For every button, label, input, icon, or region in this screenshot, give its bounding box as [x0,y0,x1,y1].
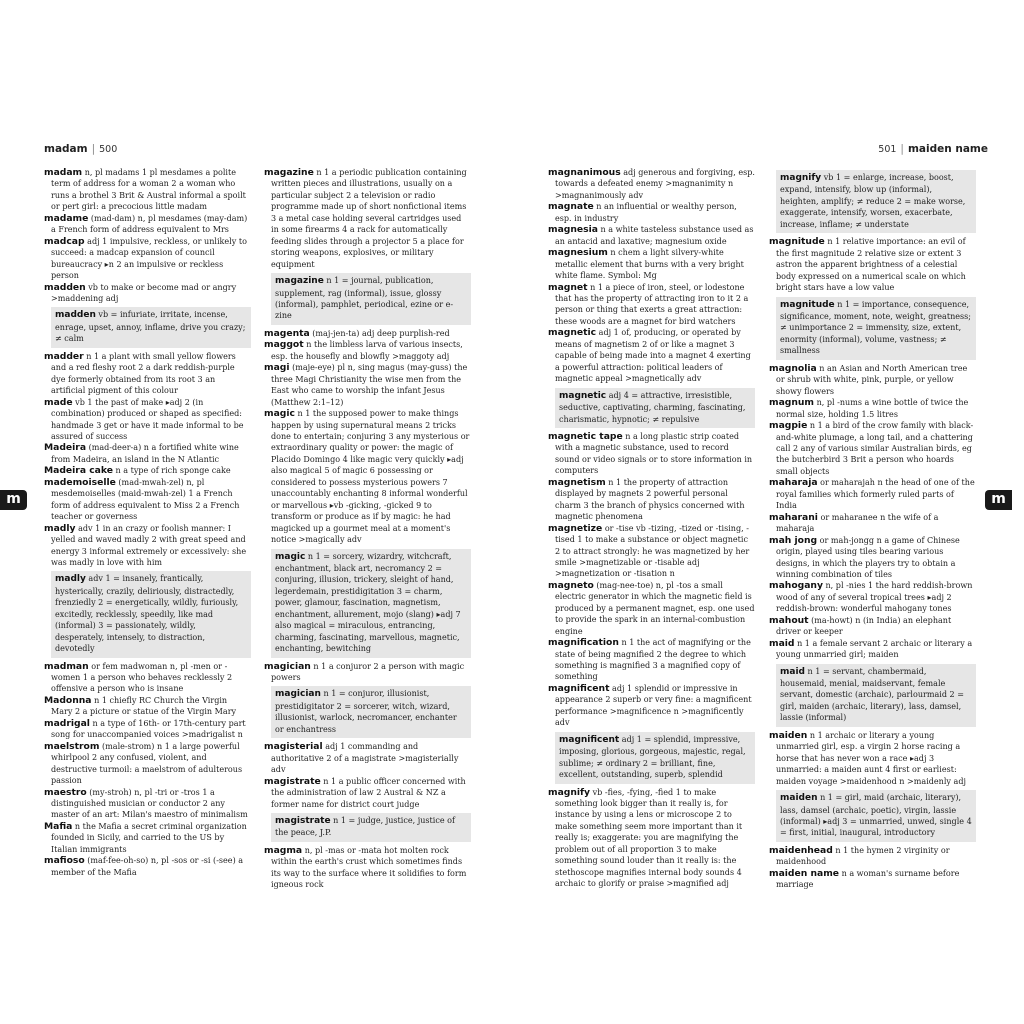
definition: adj 1 impulsive, reckless, or unlikely to succeed: a madcap expansion of council bureaucracy ▸n 2 an impulsive or reckless person [51,236,247,281]
headword: mademoiselle [44,476,116,488]
dictionary-entry [44,282,251,305]
left-column-2 [264,167,471,891]
headword: magnanimous [548,167,621,178]
definition: n a white tasteless substance used as an antacid and laxative; magnesium oxide [555,225,754,246]
definition: (mad-dam) n, pl mesdames (may-dam) a French form of address equivalent to Mrs [51,213,248,235]
dictionary-entry [769,535,976,581]
headword: magnificent [548,682,610,694]
headword: madcap [44,235,85,247]
definition: n 1 a plant with small yellow flowers and a red fleshy root 2 a dark reddish-purple dye formerly obtained from its root 3 an artificial pigment of this colour [51,351,236,396]
definition: or mah-jongg n a game of Chinese origin, played using tiles bearing various designs, in which the players try to obtain a winning combination of tiles [776,535,960,579]
headword: madden [55,310,96,321]
definition: n an Asian and North American tree or shrub with white, pink, purple, or yellow showy flowers [776,363,968,396]
dictionary-entry [769,730,976,787]
headword: magnate [548,201,594,213]
thesaurus-box [776,170,976,233]
definition: n chem a light silvery-white metallic element that burns with a very bright white flame. Symbol: Mg [555,248,744,281]
definition: adj 1 splendid or impressive in appearance 2 superb or very fine: a magnificent performance >magnificence n >magnificently adv [555,683,752,728]
dictionary-entry [548,247,755,281]
headword: magnetize [548,522,603,534]
dictionary-entry [264,167,471,270]
headword: magnet [548,281,588,293]
definition: (ma-howt) n (in India) an elephant driver or keeper [776,615,952,637]
headword: maestro [44,786,87,798]
definition: adj 1 of, producing, or operated by means of magnetism 2 of or like a magnet 3 capable of being made into a magnet 4 exerting a powerful attraction: political leaders of magnetic appeal >magnetically adv [555,328,751,384]
dictionary-entry [264,661,471,684]
dictionary-entry [769,638,976,661]
dictionary-entry [769,397,976,420]
dictionary-entry [548,431,755,477]
dictionary-entry [548,477,755,523]
definition: (my-stroh) n, pl -tri or -tros 1 a distinguished musician or conductor 2 any master of an art: Milan's maestro of minimalism [51,787,248,820]
right-column-1 [548,167,755,890]
thesaurus-box [555,388,755,428]
dictionary-entry [548,683,755,729]
definition: n 1 = girl, maid (archaic, literary), lass, damsel (archaic, poetic), virgin, lassie (informal) ▸adj 3 = unmarried, unwed, single 4 = first, initial, inaugural, introductory [780,793,972,838]
thumb-index-tab-left: m [0,490,27,510]
definition: n 1 = servant, chambermaid, housemaid, menial, maidservant, female servant, domestic (archaic), parlourmaid 2 = girl, maiden (archaic, literary), lass, damsel, lassie (informal) [780,666,964,723]
definition: adj 1 = splendid, impressive, imposing, glorious, gorgeous, majestic, regal, sublime; ≠ ordinary 2 = brilliant, fine, excellent, outstanding, superb, splendid [559,734,746,780]
definition: vb -fies, -fying, -fied 1 to make something look bigger than it really is, for instance by using a lens or microscope 2 to make something seem more important than it really is; exaggerate: you are magnifying the problem out of all proportion 3 to make something sound louder than it really is: the stethoscope magnifies internal body sounds 4 archaic to glorify or praise >magnified adj [555,787,743,889]
right-column-2 [769,167,976,891]
dictionary-entry [44,523,251,569]
dictionary-entry [44,236,251,282]
dictionary-entry [264,328,471,339]
headword: magistrate [275,816,331,827]
headword: magazine [275,276,324,287]
headword: maharaja [769,477,818,489]
dictionary-entry [44,695,251,718]
dictionary-entry [44,442,251,465]
dictionary-entry [769,477,976,511]
headword: magneto [548,579,594,591]
definition: n 1 the supposed power to make things happen by using supernatural means 2 tricks done to entertain; conjuring 3 any mysterious or extraordinary quality or power: the magic of Placido Domingo 4 like magic very quickly ▸adj also magical 5 of magic 6 possessing or considered to possess mysterious powers 7 unaccountably enchanting 8 informal wonderful or marvellous ▸vb -gicking, -gicked 9 to transform or produce as if by magic: he had magicked up a gourmet meal at a moment's notice >magically adv [271,409,470,545]
dictionary-entry [769,580,976,614]
dictionary-entry [548,167,755,201]
dictionary-entry [264,408,471,545]
headword: Madeira cake [44,465,113,477]
dictionary-entry [44,661,251,695]
headword: madly [44,522,76,534]
running-head-word: madam [44,143,88,155]
left-column-1 [44,167,251,878]
headword: magazine [264,167,314,178]
headword: magician [275,689,321,700]
definition: n 1 a female servant 2 archaic or literary a young unmarried girl; maiden [776,638,973,660]
running-head-right: 501 | maiden name [878,143,988,155]
definition: (mag-nee-toe) n, pl -tos a small electric generator in which the magnetic field is produced by a permanent magnet, esp. one used to provide the spark in an internal-combustion engine [555,580,755,636]
headword: maiden [769,729,808,741]
dictionary-entry [44,718,251,741]
definition: n 1 a public officer concerned with the administration of law 2 Austral & NZ a former name for district court judge [271,776,466,809]
dictionary-entry [264,741,471,775]
headword: madame [44,212,89,224]
dictionary-entry [264,362,471,408]
headword: madrigal [44,717,90,729]
definition: adv 1 = insanely, frantically, hysterically, crazily, deliriously, distractedly, frenziedly 2 = energetically, wildly, furiously, excitedly, recklessly, speedily, like mad (informal) 3 = passionately, wildly, desperately, intensely, to distraction, devotedly [55,574,239,654]
definition: (maje-eye) pl n, sing magus (may-guss) the three Magi Christianity the wise men from the East who came to worship the infant Jesus (Matthew 2:1–12) [271,363,468,407]
definition: (male-strom) n 1 a large powerful whirlpool 2 any confused, violent, and destructive turmoil: a maelstrom of adulterous passion [51,741,243,786]
headword: madly [55,574,86,585]
definition: adj 4 = attractive, irresistible, seductive, captivating, charming, fascinating, charismatic, hypnotic; ≠ repulsive [559,390,746,424]
definition: n 1 a periodic publication containing written pieces and illustrations, usually on a particular subject 2 a television or radio programme made up of short nonfictional items 3 a metal case holding several cartridges used in some firearms 4 a rack for automatically feeding slides through a projector 5 a place for storing weapons, explosives, or military equipment [271,168,467,269]
headword: maid [769,637,795,649]
dictionary-entry [548,787,755,890]
dictionary-entry [548,523,755,580]
thesaurus-box [271,273,471,325]
thesaurus-box [271,549,471,658]
headword: maelstrom [44,740,100,752]
dictionary-entry [44,821,251,855]
definition: n 1 = conjuror, illusionist, prestidigitator 2 = sorcerer, witch, wizard, illusionist, warlock, necromancer, enchanter or enchantress [275,689,457,734]
dictionary-entry [264,339,471,362]
definition: n 1 the property of attraction displayed by magnets 2 powerful personal charm 3 the branch of physics concerned with magnetic phenomena [555,477,745,522]
definition: vb 1 the past of make ▸adj 2 (in combination) produced or shaped as specified: handmade 3 get or have it made informal to be assured of success [51,397,244,441]
dictionary-entry [769,420,976,477]
dictionary-entry [548,327,755,384]
headword: magnitude [769,236,825,248]
definition: vb = infuriate, irritate, incense, enrage, upset, annoy, inflame, drive you crazy; ≠ calm [55,310,246,344]
thumb-index-tab-right: m [985,490,1012,510]
headword: magnification [548,637,619,649]
definition: n, pl -nums a wine bottle of twice the normal size, holding 1.5 litres [776,398,969,419]
definition: adj 1 commanding and authoritative 2 of a magistrate >magisterially adv [271,742,459,775]
page-number: 501 [878,144,897,155]
dictionary-entry [44,213,251,236]
headword: magnum [769,397,815,409]
definition: (mad-mwah-zel) n, pl mesdemoiselles (maid-mwah-zel) 1 a French form of address equivalent to Miss 2 a French teacher or governess [51,477,240,522]
thesaurus-box [555,732,755,784]
definition: (maf-fee-oh-so) n, pl -sos or -si (-see) a member of the Mafia [51,856,244,877]
dictionary-entry [769,615,976,638]
definition: adv 1 in an crazy or foolish manner: I yelled and waved madly 2 with great speed and energy 3 informal extremely or excessively: she was madly in love with him [51,523,247,567]
headword: Madonna [44,694,92,706]
headword: magic [275,551,306,562]
headword: magnetic tape [548,430,623,442]
headword: magnolia [769,362,817,374]
headword: magenta [264,327,310,339]
headword: maidenhead [769,844,833,856]
headword: magisterial [264,741,323,753]
definition: n the limbless larva of various insects, esp. the housefly and blowfly >maggoty adj [271,340,463,361]
thesaurus-box [51,571,251,657]
dictionary-entry [44,855,251,878]
definition: or fem madwoman n, pl -men or -women 1 a person who behaves recklessly 2 offensive a person who is insane [51,661,233,694]
definition: n 1 = judge, justice, justice of the peace, J.P. [275,816,455,838]
dictionary-entry [548,282,755,328]
headword: magnetic [548,327,597,339]
thesaurus-box [51,307,251,347]
headword: maiden name [769,867,840,879]
dictionary-entry [44,787,251,821]
dictionary-entry [548,637,755,683]
definition: n 1 chiefly RC Church the Virgin Mary 2 a picture or statue of the Virgin Mary [51,695,237,717]
headword: magnesium [548,247,608,259]
headword: maggot [264,339,304,351]
headword: magnitude [780,299,835,310]
dictionary-entry [44,351,251,397]
thesaurus-box [271,686,471,738]
headword: maid [780,666,805,677]
running-head-left: madam | 500 [44,143,118,155]
headword: magnetic [559,390,607,401]
dictionary-entry [44,167,251,213]
definition: n, pl madams 1 pl mesdames a polite term of address for a woman 2 a woman who runs a brothel 3 Brit & Austral informal a spoilt or pert girl: a precocious little madam [51,168,246,212]
headword: made [44,396,73,408]
headword: maiden [780,793,818,804]
page-number: 500 [99,144,118,155]
headword: madder [44,350,84,362]
definition: n 1 = sorcery, wizardry, witchcraft, enchantment, black art, necromancy 2 = conjuring, illusion, trickery, sleight of hand, legerdemain, prestidigitation 3 = charm, power, glamour, fascination, magnetism, enchantment, allurement, mojo (slang) ▸adj 7 also magical = miraculous, entrancing, charming, fascinating, marvellous, magnetic, enchanting, bewitching [275,551,461,654]
headword: magi [264,362,290,374]
dictionary-entry [44,465,251,476]
definition: adj generous and forgiving, esp. towards a defeated enemy >magnanimity n >magnanimously adv [555,168,755,200]
headword: magnify [548,786,591,798]
definition: (maj-jen-ta) adj deep purplish-red [312,328,450,338]
definition: n 1 a piece of iron, steel, or lodestone that has the property of attracting iron to it 2 a person or thing that exerts a great attraction: these woods are a magnet for bird watchers [555,282,749,326]
dictionary-entry [769,236,976,293]
definition: n 1 archaic or literary a young unmarried girl, esp. a virgin 2 horse racing a horse that has never won a race ▸adj 3 unmarried: a maiden aunt 4 first or earliest: maiden voyage >maidenhood n >maidenly adj [776,730,966,786]
dictionary-entry [769,363,976,397]
headword: magnificent [559,734,620,745]
definition: n a type of 16th- or 17th-century part song for unaccompanied voices >madrigalist n [51,718,246,740]
headword: madman [44,660,89,672]
definition: n 1 the act of magnifying or the state of being magnified 2 the degree to which something is magnified 3 a magnified copy of something [555,638,751,682]
definition: n 1 relative importance: an evil of the first magnitude 2 relative size or extent 3 astron the apparent brightness of a celestial body expressed on a numerical scale on which bright stars have a low value [776,237,966,293]
right-page [512,0,1024,1024]
dictionary-entry [264,776,471,810]
headword: magma [264,844,303,856]
definition: (mad-deer-a) n a fortified white wine from Madeira, an island in the N Atlantic [51,443,239,464]
definition: n 1 = journal, publication, supplement, rag (informal), issue, glossy (informal), pamphlet, periodical, ezine or e-zine [275,276,454,321]
definition: n an influential or wealthy person, esp. in industry [555,202,737,223]
definition: vb 1 = enlarge, increase, boost, expand, intensify, blow up (informal), heighten, amplify; ≠ reduce 2 = make worse, exaggerate, intensify, worsen, exacerbate, increase, inflame; ≠ understate [780,173,966,229]
headword: magnesia [548,224,598,236]
headword: magpie [769,420,808,432]
definition: n a type of rich sponge cake [115,466,231,476]
dictionary-entry [548,201,755,224]
headword: mahogany [769,580,823,592]
definition: n, pl -mas or -mata hot molten rock within the earth's crust which sometimes finds its way to the surface where it solidifies to form igneous rock [271,845,467,890]
definition: n, pl -nies 1 the hard reddish-brown wood of any of several tropical trees ▸adj 2 reddish-brown: wonderful mahogany tones [776,581,973,614]
thesaurus-box [776,790,976,842]
dictionary-entry [548,580,755,637]
headword: madam [44,167,83,178]
headword: magnetism [548,476,606,488]
dictionary-entry [769,845,976,868]
dictionary-entry [769,512,976,535]
dictionary-entry [44,477,251,523]
definition: n 1 a conjuror 2 a person with magic powers [271,661,465,683]
headword: maharani [769,511,818,523]
definition: n a long plastic strip coated with a magnetic substance, used to record sound or video signals or to store information in computers [555,431,753,476]
definition: or maharanee n the wife of a maharaja [776,512,939,534]
definition: n 1 a bird of the crow family with black-and-white plumage, a long tail, and a chattering call 2 any of various similar Australian birds, eg the butcherbird 3 Brit a person who hoards small objects [776,421,974,476]
definition: n 1 = importance, consequence, significance, moment, note, weight, greatness; ≠ unimportance 2 = immensity, size, extent, enormity (informal), volume, vastness; ≠ smallness [780,299,971,356]
headword: magnify [780,173,822,183]
definition: vb to make or become mad or angry >maddening adj [51,282,237,303]
headword: magician [264,660,311,672]
definition: or maharajah n the head of one of the royal families which formerly ruled parts of India [776,478,975,511]
headword: Madeira [44,442,87,454]
thesaurus-box [776,297,976,360]
headword: mahout [769,614,809,626]
dictionary-entry [44,741,251,787]
definition: n 1 the hymen 2 virginity or maidenhood [776,845,950,867]
definition: n the Mafia a secret criminal organization founded in Sicily, and carried to the US by Italian immigrants [51,821,247,854]
dictionary-entry [44,397,251,443]
definition: or -tise vb -tizing, -tized or -tising, -tised 1 to make a substance or object magnetic 2 to attract strongly: he was magnetized by her smile >magnetizable or -tisable adj >magnetization or -tisation n [555,523,750,579]
headword: magic [264,408,295,420]
headword: Mafia [44,820,73,832]
thesaurus-box [271,813,471,842]
headword: mah jong [769,534,818,546]
headword: mafioso [44,855,85,867]
definition: n a woman's surname before marriage [776,868,960,890]
thesaurus-box [776,664,976,727]
headword: madden [44,281,86,293]
dictionary-entry [769,868,976,891]
dictionary-entry [548,224,755,247]
running-head-word: maiden name [907,143,988,155]
headword: magistrate [264,775,321,787]
dictionary-entry [264,845,471,891]
